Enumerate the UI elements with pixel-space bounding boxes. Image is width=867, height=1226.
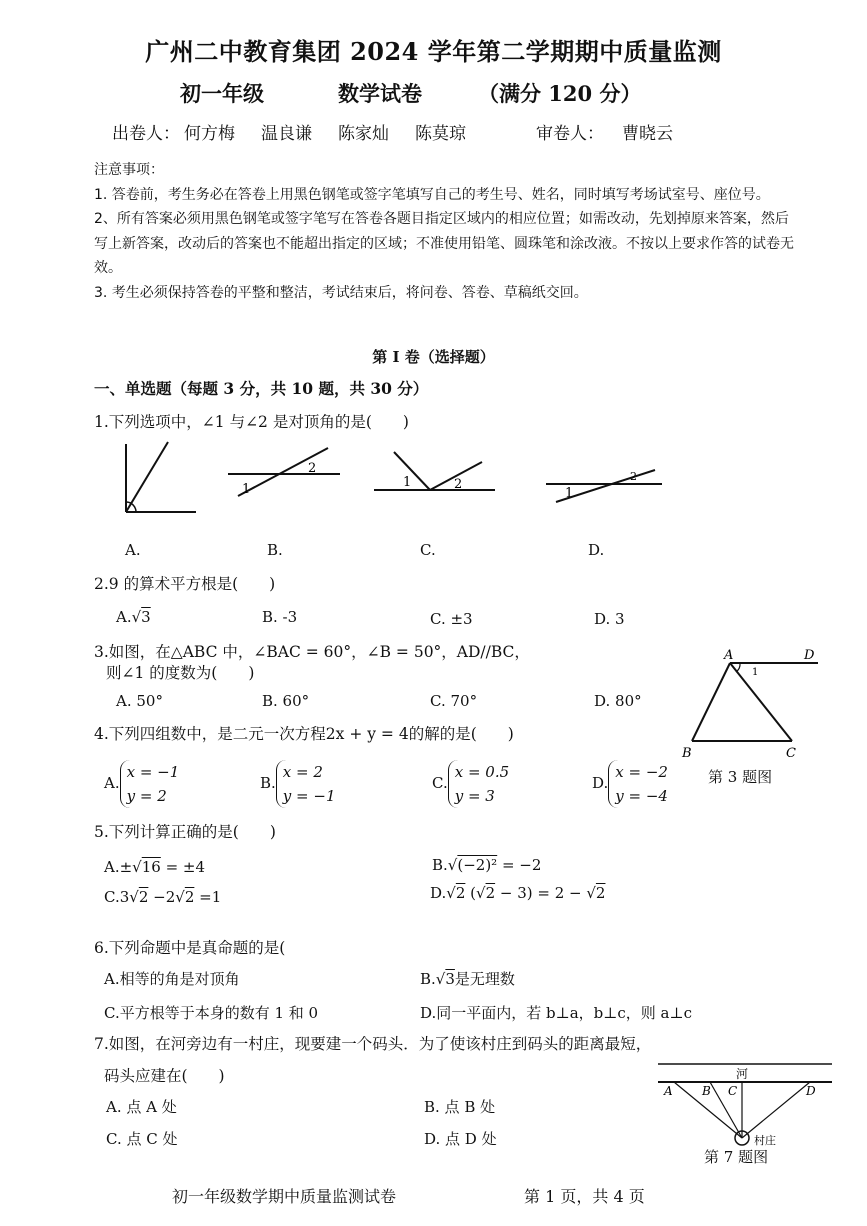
q7-stem-1: 7.如图，在河旁边有一村庄，现要建一个码头．为了使该村庄到码头的距离最短， bbox=[94, 1035, 652, 1053]
svg-text:D: D bbox=[806, 1084, 816, 1098]
exam-title: 广州二中教育集团 2024 学年第二学期期中质量监测 bbox=[145, 37, 722, 66]
part-heading: 一、单选题（每题 3 分，共 10 题，共 30 分） bbox=[94, 379, 429, 398]
q6-option-d: D.同一平面内，若 b⊥a，b⊥c，则 a⊥c bbox=[420, 1004, 693, 1022]
q4-option-c bbox=[432, 760, 509, 808]
q1-option-c: C. bbox=[420, 541, 436, 559]
subject-label: 数学试卷 bbox=[338, 81, 422, 106]
q3-stem-2: 则∠1 的度数为( ) bbox=[106, 664, 255, 682]
svg-text:B: B bbox=[702, 1084, 711, 1098]
q6-option-b-text: 是无理数 bbox=[454, 970, 515, 988]
q7-option-d: D. 点 D 处 bbox=[424, 1130, 497, 1148]
score-label: （满分 120 分） bbox=[478, 81, 642, 106]
svg-text:B: B bbox=[682, 746, 692, 761]
q4-option-c-system bbox=[448, 760, 509, 808]
q3-stem-1: 3.如图，在△ABC 中，∠BAC = 60°，∠B = 50°，AD//BC， bbox=[94, 643, 530, 661]
q1-figure-d bbox=[546, 470, 662, 502]
q5-option-b: B.√(−2)² = −2 bbox=[432, 856, 542, 874]
q4-b-eq1: x = 2 bbox=[282, 763, 323, 781]
q2-option-a-radicand: 3 bbox=[141, 608, 151, 626]
q7-stem-2: 码头应建在( ) bbox=[104, 1067, 225, 1085]
q2-option-a: A.√3 bbox=[116, 608, 151, 626]
q4-d-eq2: y = −4 bbox=[615, 787, 668, 805]
authors-label: 出卷人： bbox=[112, 124, 180, 144]
svg-text:C: C bbox=[786, 746, 796, 761]
q3-triangle-figure bbox=[672, 645, 832, 763]
q3-caption: 第 3 题图 bbox=[708, 768, 773, 786]
svg-text:1: 1 bbox=[565, 486, 574, 501]
svg-text:A: A bbox=[724, 648, 734, 663]
q1-option-a: A. bbox=[125, 541, 141, 559]
q7-option-b: B. 点 B 处 bbox=[424, 1098, 496, 1116]
q7-river-label: 河 bbox=[736, 1067, 749, 1081]
q4-option-c-label: C. bbox=[432, 774, 448, 792]
svg-text:A: A bbox=[664, 1084, 673, 1098]
q5-option-a: A.±√16 = ±4 bbox=[104, 858, 206, 876]
svg-text:D: D bbox=[804, 648, 815, 663]
q6-option-b: B.√3是无理数 bbox=[420, 970, 515, 988]
q6-option-a: A.相等的角是对顶角 bbox=[104, 970, 240, 988]
author-4: 陈莫琼 bbox=[415, 124, 466, 144]
footer-page: 第 1 页，共 4 页 bbox=[524, 1187, 645, 1206]
q1-figure-a bbox=[126, 442, 196, 512]
q5-stem: 5.下列计算正确的是( ) bbox=[94, 823, 276, 841]
footer-title: 初一年级数学期中质量监测试卷 bbox=[172, 1187, 397, 1206]
q4-option-a-label: A. bbox=[104, 774, 120, 792]
q7-option-c: C. 点 C 处 bbox=[106, 1130, 178, 1148]
q2-option-b: B. -3 bbox=[262, 608, 298, 626]
q2-stem: 2.9 的算术平方根是( ) bbox=[94, 575, 276, 593]
q4-d-eq1: x = −2 bbox=[615, 763, 668, 781]
section-title: 第 I 卷（选择题） bbox=[372, 348, 495, 366]
grade-label: 初一年级 bbox=[180, 81, 264, 106]
q7-caption: 第 7 题图 bbox=[704, 1148, 769, 1166]
q2-option-a-label: A. bbox=[116, 608, 132, 626]
svg-text:1: 1 bbox=[403, 475, 412, 490]
q4-option-b-system bbox=[276, 760, 336, 808]
author-2: 温良谦 bbox=[261, 124, 312, 144]
svg-text:C: C bbox=[728, 1084, 738, 1098]
q4-c-eq2: y = 3 bbox=[454, 787, 495, 805]
q4-stem: 4.下列四组数中，是二元一次方程2x + y = 4的解的是( ) bbox=[94, 725, 514, 743]
q3-option-a: A. 50° bbox=[116, 692, 163, 710]
q4-option-d bbox=[592, 760, 668, 808]
authors-line bbox=[112, 119, 699, 144]
q1-stem: 1.下列选项中，∠1 与∠2 是对顶角的是( ) bbox=[94, 413, 409, 431]
notes-block bbox=[94, 158, 794, 305]
q7-river-figure bbox=[650, 1058, 840, 1148]
q7-village-label: 村庄 bbox=[754, 1134, 776, 1147]
q5-option-d: D.√2 (√2 − 3) = 2 − √2 bbox=[430, 884, 606, 902]
q4-option-d-system bbox=[608, 760, 668, 808]
svg-text:2: 2 bbox=[630, 470, 637, 483]
svg-text:1: 1 bbox=[242, 482, 251, 497]
note-item-1: 1. 答卷前，考生务必在答卷上用黑色钢笔或签字笔填写自己的考生号、姓名，同时填写考场试室号、座位号。 bbox=[94, 186, 770, 203]
author-3: 陈家灿 bbox=[338, 124, 389, 144]
q6-option-c: C.平方根等于本身的数有 1 和 0 bbox=[104, 1004, 319, 1022]
q4-option-b-label: B. bbox=[260, 774, 276, 792]
q4-a-eq2: y = 2 bbox=[126, 787, 167, 805]
q6-option-b-label: B. bbox=[420, 970, 436, 988]
svg-text:2: 2 bbox=[308, 461, 317, 476]
q6-option-b-radicand: 3 bbox=[445, 970, 455, 988]
q2-option-d: D. 3 bbox=[594, 610, 625, 628]
reviewer-label: 审卷人： bbox=[536, 124, 604, 144]
q4-b-eq2: y = −1 bbox=[282, 787, 336, 805]
q4-a-eq1: x = −1 bbox=[126, 763, 180, 781]
q3-option-b: B. 60° bbox=[262, 692, 310, 710]
q4-c-eq1: x = 0.5 bbox=[454, 763, 510, 781]
q4-option-d-label: D. bbox=[592, 774, 609, 792]
note-item-2: 2、所有答案必须用黑色钢笔或签字笔写在答卷各题目指定区域内的相应位置；如需改动，先划掉原来答案，然后写上新答案，改动后的答案也不能超出指定的区域；不准使用铅笔、圆珠笔和涂改液。不按以上要求作答的试卷无效。 bbox=[94, 211, 794, 276]
note-item-3: 3. 考生必须保持答卷的平整和整洁，考试结束后，将问卷、答卷、草稿纸交回。 bbox=[94, 284, 588, 301]
q2-option-c: C. ±3 bbox=[430, 610, 473, 628]
q1-option-d: D. bbox=[588, 541, 605, 559]
q6-stem: 6.下列命题中是真命题的是( bbox=[94, 939, 286, 957]
q7-option-a: A. 点 A 处 bbox=[106, 1098, 177, 1116]
q4-option-a-system bbox=[120, 760, 180, 808]
q4-option-a bbox=[104, 760, 179, 808]
q3-option-c: C. 70° bbox=[430, 692, 478, 710]
q1-figures bbox=[110, 438, 700, 528]
author-1: 何方梅 bbox=[184, 124, 235, 144]
q1-option-b: B. bbox=[267, 541, 283, 559]
q5-option-c: C.3√2 −2√2 =1 bbox=[104, 888, 222, 906]
svg-text:1: 1 bbox=[752, 667, 759, 678]
q4-option-b bbox=[260, 760, 336, 808]
reviewer: 曹晓云 bbox=[622, 124, 673, 144]
svg-text:2: 2 bbox=[454, 477, 463, 492]
q1-figure-c bbox=[374, 452, 495, 492]
notes-heading: 注意事项： bbox=[94, 162, 164, 178]
q3-option-d: D. 80° bbox=[594, 692, 642, 710]
q1-figure-b bbox=[228, 448, 340, 497]
